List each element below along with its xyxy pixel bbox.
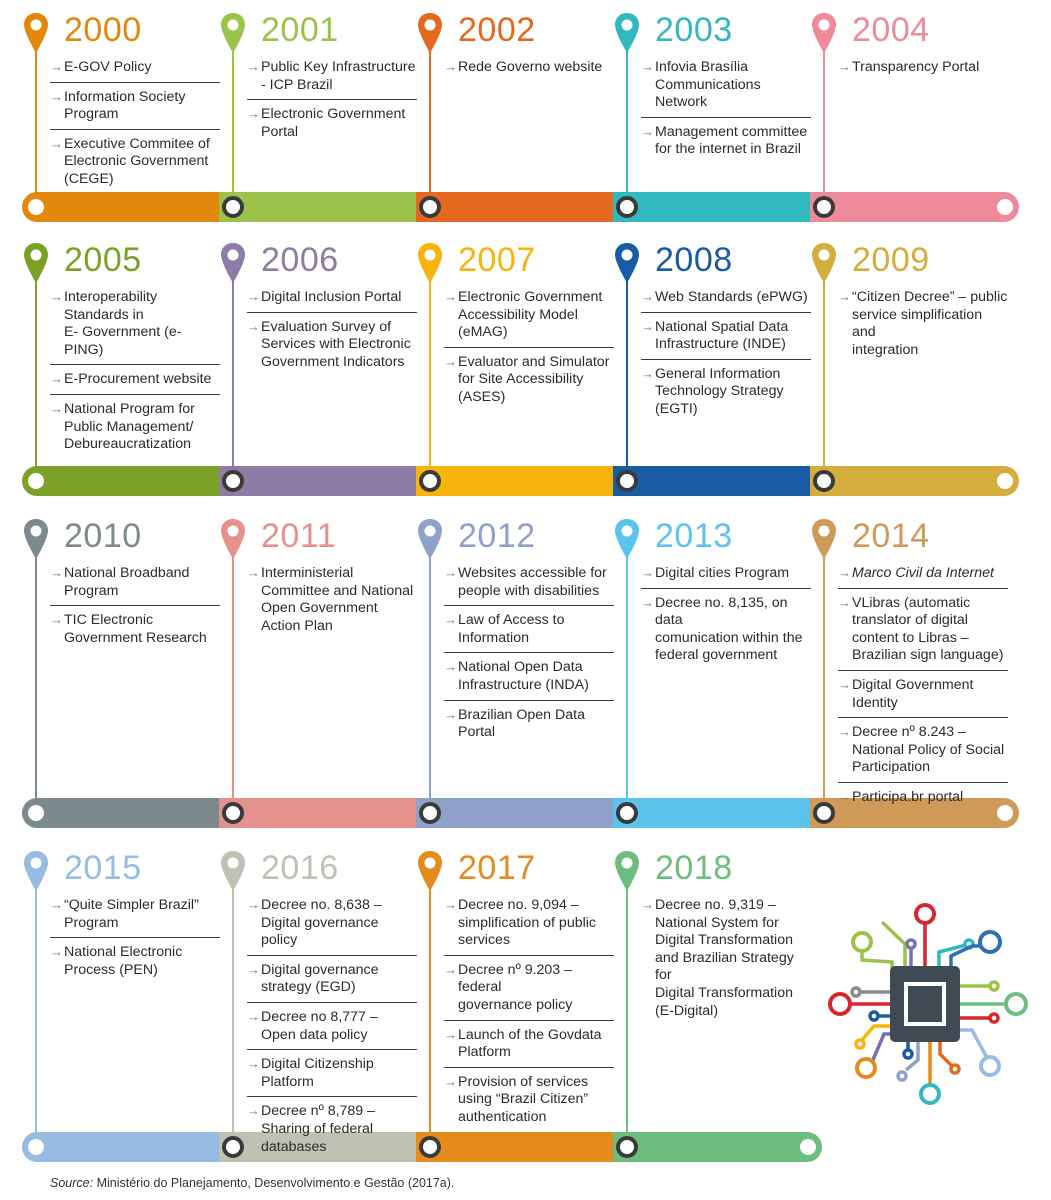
year-label: 2015: [64, 849, 142, 887]
timeline-connector: [429, 880, 431, 1142]
milestone-item: → National Program for Public Management/ Debureaucratization: [50, 399, 220, 459]
timeline-connector: [232, 880, 234, 1142]
location-pin-icon: [23, 518, 49, 560]
milestone-list: [838, 57, 1008, 86]
timeline-connector: [823, 272, 825, 476]
milestone-item: → Decree no 8,777 – Open data policy: [247, 1007, 417, 1050]
timeline-segment: [613, 1132, 822, 1162]
timeline-segment: [22, 1132, 219, 1162]
milestone-item: → Marco Civil da Internet: [838, 563, 1008, 589]
timeline-node: [28, 199, 44, 215]
milestone-list: [444, 287, 614, 416]
location-pin-icon: [220, 850, 246, 892]
milestone-item: → National Spatial Data Infrastructure (INDE): [641, 317, 811, 360]
timeline-node: [419, 470, 441, 492]
timeline-end-node: [997, 473, 1013, 489]
timeline-connector: [626, 548, 628, 808]
timeline-connector: [232, 548, 234, 808]
milestone-list: [444, 563, 614, 751]
milestone-list: [50, 57, 220, 198]
year-label: 2006: [261, 241, 339, 279]
year-label: 2002: [458, 11, 536, 49]
timeline-segment: [219, 798, 416, 828]
milestone-item: → Web Standards (ePWG): [641, 287, 811, 313]
timeline-end-node: [997, 199, 1013, 215]
location-pin-icon: [220, 518, 246, 560]
milestone-item: → Decree nº 8,789 – Sharing of federal databases: [247, 1101, 417, 1161]
location-pin-icon: [220, 242, 246, 284]
timeline-connector: [35, 880, 37, 1142]
milestone-item: → Executive Commitee of Electronic Government (CEGE): [50, 134, 220, 194]
timeline-segment: [22, 798, 219, 828]
milestone-list: [444, 895, 614, 1136]
location-pin-icon: [811, 12, 837, 54]
timeline-segment: [219, 192, 416, 222]
milestone-list: [838, 287, 1008, 368]
milestone-item: → Rede Governo website: [444, 57, 614, 82]
milestone-list: [641, 895, 811, 1029]
timeline-segment: [416, 798, 613, 828]
circuit-chip-icon: [822, 900, 1032, 1110]
timeline-segment: [416, 192, 613, 222]
location-pin-icon: [614, 850, 640, 892]
timeline-node: [222, 470, 244, 492]
year-label: 2018: [655, 849, 733, 887]
timeline-node: [813, 470, 835, 492]
year-label: 2009: [852, 241, 930, 279]
timeline-segment: [416, 1132, 613, 1162]
year-label: 2000: [64, 11, 142, 49]
milestone-item: → Electronic Government Portal: [247, 104, 417, 146]
milestone-item: → Law of Access to Information: [444, 610, 614, 653]
year-label: 2012: [458, 517, 536, 555]
milestone-item: → Decree no. 9,319 – National System for Digital Transformation and Brazilian Strategy for Digital Transformation (E-Digital): [641, 895, 811, 1025]
timeline-connector: [626, 42, 628, 202]
milestone-list: [50, 287, 220, 463]
milestone-item: → Interoperability Standards in E- Government (e-PING): [50, 287, 220, 365]
milestone-item: → Decree no. 8,135, on data comunication within the federal government: [641, 593, 811, 670]
source-label: Source:: [50, 1176, 94, 1190]
timeline-node: [419, 196, 441, 218]
location-pin-icon: [811, 518, 837, 560]
milestone-item: → General Information Technology Strategy (EGTI): [641, 364, 811, 424]
timeline-node: [616, 470, 638, 492]
year-label: 2011: [261, 517, 337, 555]
milestone-item: → “Quite Simpler Brazil” Program: [50, 895, 220, 938]
timeline-node: [616, 196, 638, 218]
milestone-item: → E-Procurement website: [50, 369, 220, 395]
location-pin-icon: [417, 12, 443, 54]
year-label: 2008: [655, 241, 733, 279]
milestone-list: [838, 563, 1008, 816]
year-label: 2001: [261, 11, 339, 49]
timeline-segment: [613, 192, 810, 222]
location-pin-icon: [614, 12, 640, 54]
milestone-list: [641, 287, 811, 428]
milestone-item: → Infovia Brasília Communications Network: [641, 57, 811, 118]
milestone-item: → TIC Electronic Government Research: [50, 610, 220, 652]
year-label: 2010: [64, 517, 142, 555]
location-pin-icon: [417, 850, 443, 892]
milestone-list: [641, 57, 811, 168]
timeline-connector: [35, 548, 37, 808]
timeline-node: [222, 196, 244, 218]
year-label: 2014: [852, 517, 930, 555]
location-pin-icon: [23, 850, 49, 892]
timeline-node: [222, 1136, 244, 1158]
timeline-connector: [626, 272, 628, 476]
milestone-list: [247, 287, 417, 380]
year-label: 2004: [852, 11, 930, 49]
timeline-connector: [823, 42, 825, 202]
milestone-list: [247, 895, 417, 1165]
milestone-list: [641, 563, 811, 674]
location-pin-icon: [220, 12, 246, 54]
timeline-node: [616, 1136, 638, 1158]
milestone-item: → Websites accessible for people with disabilities: [444, 563, 614, 606]
milestone-item: → Interministerial Committee and National Open Government Action Plan: [247, 563, 417, 640]
year-label: 2016: [261, 849, 339, 887]
milestone-item: → VLibras (automatic translator of digital content to Libras – Brazilian sign language): [838, 593, 1008, 671]
timeline-node: [28, 805, 44, 821]
milestone-item: → Management committee for the internet in Brazil: [641, 122, 811, 164]
year-label: 2017: [458, 849, 536, 887]
timeline-connector: [35, 272, 37, 476]
timeline-node: [222, 802, 244, 824]
timeline-node: [419, 802, 441, 824]
timeline-segment: [810, 192, 1019, 222]
milestone-item: → Digital Government Identity: [838, 675, 1008, 718]
milestone-item: → Brazilian Open Data Portal: [444, 705, 614, 747]
timeline-connector: [35, 42, 37, 202]
source-note: [50, 1176, 454, 1190]
timeline-connector: [429, 42, 431, 202]
location-pin-icon: [811, 242, 837, 284]
milestone-item: → Decree no. 9,094 – simplification of public services: [444, 895, 614, 956]
milestone-list: [50, 895, 220, 988]
milestone-item: → Public Key Infrastructure - ICP Brazil: [247, 57, 417, 100]
location-pin-icon: [23, 242, 49, 284]
year-label: 2003: [655, 11, 733, 49]
timeline-connector: [823, 548, 825, 808]
milestone-item: → Decree nº 8.243 – National Policy of Social Participation: [838, 722, 1008, 783]
milestone-item: → Electronic Government Accessibility Model (eMAG): [444, 287, 614, 348]
timeline-node: [813, 802, 835, 824]
timeline-segment: [810, 466, 1019, 496]
milestone-item: → National Electronic Process (PEN): [50, 942, 220, 984]
milestone-item: → Digital cities Program: [641, 563, 811, 589]
milestone-list: [50, 563, 220, 656]
milestone-list: [444, 57, 614, 86]
location-pin-icon: [614, 242, 640, 284]
timeline-node: [616, 802, 638, 824]
timeline-segment: [613, 798, 810, 828]
timeline-connector: [429, 548, 431, 808]
timeline-segment: [219, 466, 416, 496]
timeline-node: [419, 1136, 441, 1158]
location-pin-icon: [614, 518, 640, 560]
milestone-item: → Digital Citizenship Platform: [247, 1054, 417, 1097]
milestone-item: → Decree no. 8,638 – Digital governance policy: [247, 895, 417, 956]
milestone-item: → National Open Data Infrastructure (INDA): [444, 657, 614, 700]
year-label: 2005: [64, 241, 142, 279]
timeline-bar: [22, 466, 1019, 496]
timeline-node: [813, 196, 835, 218]
source-text: Ministério do Planejamento, Desenvolvimento e Gestão (2017a).: [93, 1176, 455, 1190]
timeline-end-node: [997, 805, 1013, 821]
milestone-list: [247, 57, 417, 150]
timeline-segment: [416, 466, 613, 496]
timeline-end-node: [800, 1139, 816, 1155]
milestone-item: → “Citizen Decree” – public service simplification and integration: [838, 287, 1008, 364]
timeline-segment: [22, 466, 219, 496]
milestone-item: → Provision of services using “Brazil Citizen” authentication: [444, 1072, 614, 1132]
timeline-connector: [232, 272, 234, 476]
timeline-segment: [613, 466, 810, 496]
milestone-item: → National Broadband Program: [50, 563, 220, 606]
milestone-item: → Launch of the Govdata Platform: [444, 1025, 614, 1068]
year-label: 2013: [655, 517, 733, 555]
timeline-connector: [626, 880, 628, 1142]
milestone-item: → Participa.br portal: [838, 787, 1008, 812]
timeline-node: [28, 1139, 44, 1155]
milestone-item: → Digital Inclusion Portal: [247, 287, 417, 313]
milestone-item: → Information Society Program: [50, 87, 220, 130]
milestone-item: → E-GOV Policy: [50, 57, 220, 83]
timeline-connector: [232, 42, 234, 202]
milestone-item: → Evaluation Survey of Services with Electronic Government Indicators: [247, 317, 417, 377]
location-pin-icon: [417, 242, 443, 284]
milestone-item: → Decree nº 9.203 – federal governance policy: [444, 960, 614, 1021]
milestone-item: → Evaluator and Simulator for Site Accessibility (ASES): [444, 352, 614, 412]
location-pin-icon: [23, 12, 49, 54]
timeline-node: [28, 473, 44, 489]
year-label: 2007: [458, 241, 536, 279]
milestone-item: → Transparency Portal: [838, 57, 1008, 82]
milestone-item: → Digital governance strategy (EGD): [247, 960, 417, 1003]
location-pin-icon: [417, 518, 443, 560]
milestone-list: [247, 563, 417, 644]
timeline-connector: [429, 272, 431, 476]
